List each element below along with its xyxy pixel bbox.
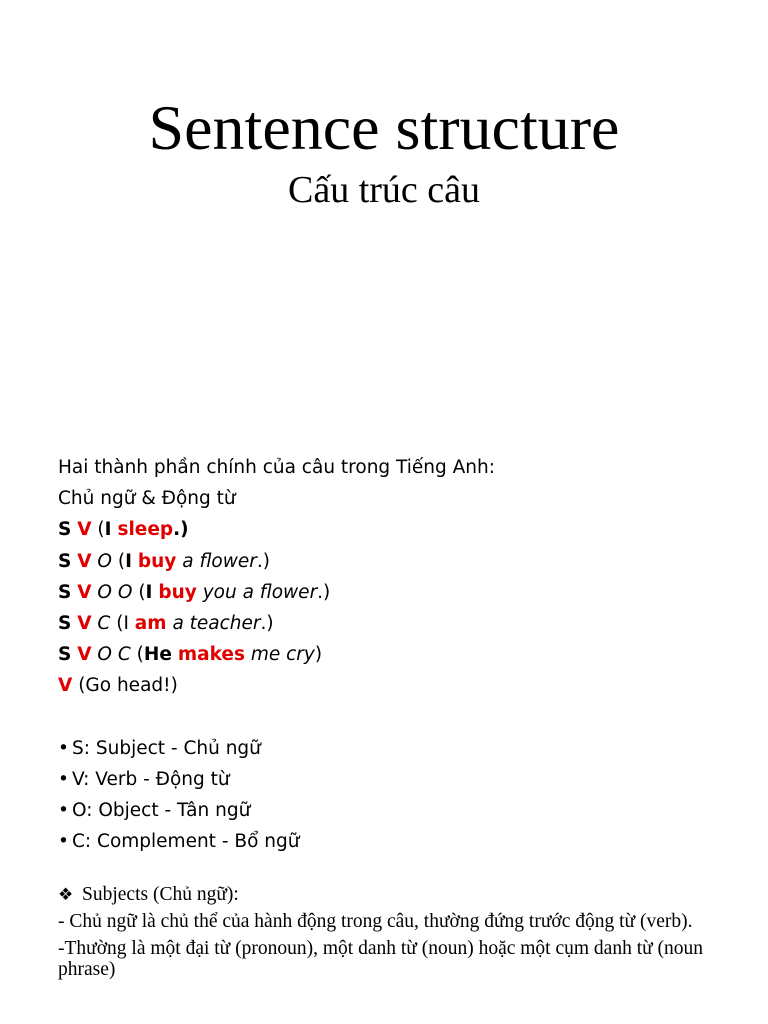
pattern-svc	[58, 608, 748, 639]
bullet-icon: •	[58, 831, 69, 853]
legend-text: C: Complement - Bổ ngữ	[72, 831, 300, 853]
pattern-svo-sleep	[58, 514, 748, 545]
bullet-icon: •	[58, 768, 69, 790]
example-open: (	[112, 550, 126, 572]
example-verb: buy	[137, 550, 177, 572]
pattern-v: V	[77, 550, 92, 572]
slide-subtitle: Cấu trúc câu	[287, 169, 481, 211]
legend-text: O: Object - Tân ngữ	[72, 800, 251, 822]
spacer	[58, 702, 748, 733]
pattern-v: V	[77, 581, 92, 603]
subjects-point-1: - Chủ ngữ là chủ thể của hành động trong câu, thường đứng trước động từ (verb).	[58, 911, 693, 932]
pattern-v	[58, 670, 748, 701]
pattern-s: S	[58, 644, 72, 666]
pattern-s: S	[58, 612, 72, 634]
intro-line-2: Chủ ngữ & Động từ	[58, 488, 236, 510]
example-close: (Go head!)	[72, 675, 178, 697]
example-open: (I	[110, 612, 135, 634]
pattern-v: V	[77, 644, 92, 666]
example-close: .)	[256, 550, 270, 572]
legend-text: S: Subject - Chủ ngữ	[72, 737, 261, 759]
example-close: .)	[173, 519, 189, 541]
pattern-rest: O	[91, 550, 112, 572]
example-object: me cry	[244, 644, 315, 666]
pattern-s: S	[58, 550, 72, 572]
pattern-v: V	[77, 612, 92, 634]
example-open: (	[132, 581, 146, 603]
example-object: a flower	[176, 550, 257, 572]
legend-text: V: Verb - Động từ	[72, 768, 230, 790]
example-verb: am	[134, 612, 167, 634]
pattern-svoc	[58, 639, 748, 670]
legend-item	[58, 764, 748, 795]
subjects-heading	[58, 884, 708, 905]
example-verb: makes	[177, 644, 245, 666]
example-subject: I	[125, 550, 132, 572]
example-subject: I	[104, 519, 112, 541]
pattern-v: V	[58, 675, 73, 697]
slide-title: Sentence structure	[148, 92, 620, 163]
subjects-heading-text: Subjects (Chủ ngữ):	[82, 884, 239, 905]
legend-item	[58, 795, 748, 826]
diamond-bullet-icon: ❖	[58, 885, 74, 904]
example-object: a teacher	[166, 612, 261, 634]
pattern-svo	[58, 546, 748, 577]
example-verb: sleep	[117, 519, 174, 541]
slide-body	[58, 452, 748, 857]
bullet-icon: •	[58, 737, 69, 759]
example-close: .)	[260, 612, 274, 634]
pattern-svoo	[58, 577, 748, 608]
intro-line-1: Hai thành phần chính của câu trong Tiếng Anh:	[58, 457, 495, 478]
pattern-rest: O C	[91, 644, 131, 666]
example-subject: He	[143, 644, 172, 666]
bullet-icon: •	[58, 800, 69, 822]
pattern-rest: C	[91, 612, 111, 634]
subjects-section	[58, 884, 708, 986]
example-verb: buy	[158, 581, 197, 603]
pattern-s: S	[58, 519, 72, 541]
pattern-s: S	[58, 581, 72, 603]
legend-item	[58, 733, 748, 764]
example-open: (	[130, 644, 144, 666]
legend-item	[58, 826, 748, 857]
example-object: you a flower	[196, 581, 318, 603]
pattern-rest: O O	[91, 581, 133, 603]
example-subject: I	[145, 581, 153, 603]
example-close: .)	[317, 581, 331, 603]
example-open: (	[91, 519, 105, 541]
example-close: )	[314, 644, 323, 666]
subjects-point-2: -Thường là một đại từ (pronoun), một danh từ (noun) hoặc một cụm danh từ (noun phrase)	[58, 938, 704, 980]
pattern-v: V	[77, 519, 92, 541]
